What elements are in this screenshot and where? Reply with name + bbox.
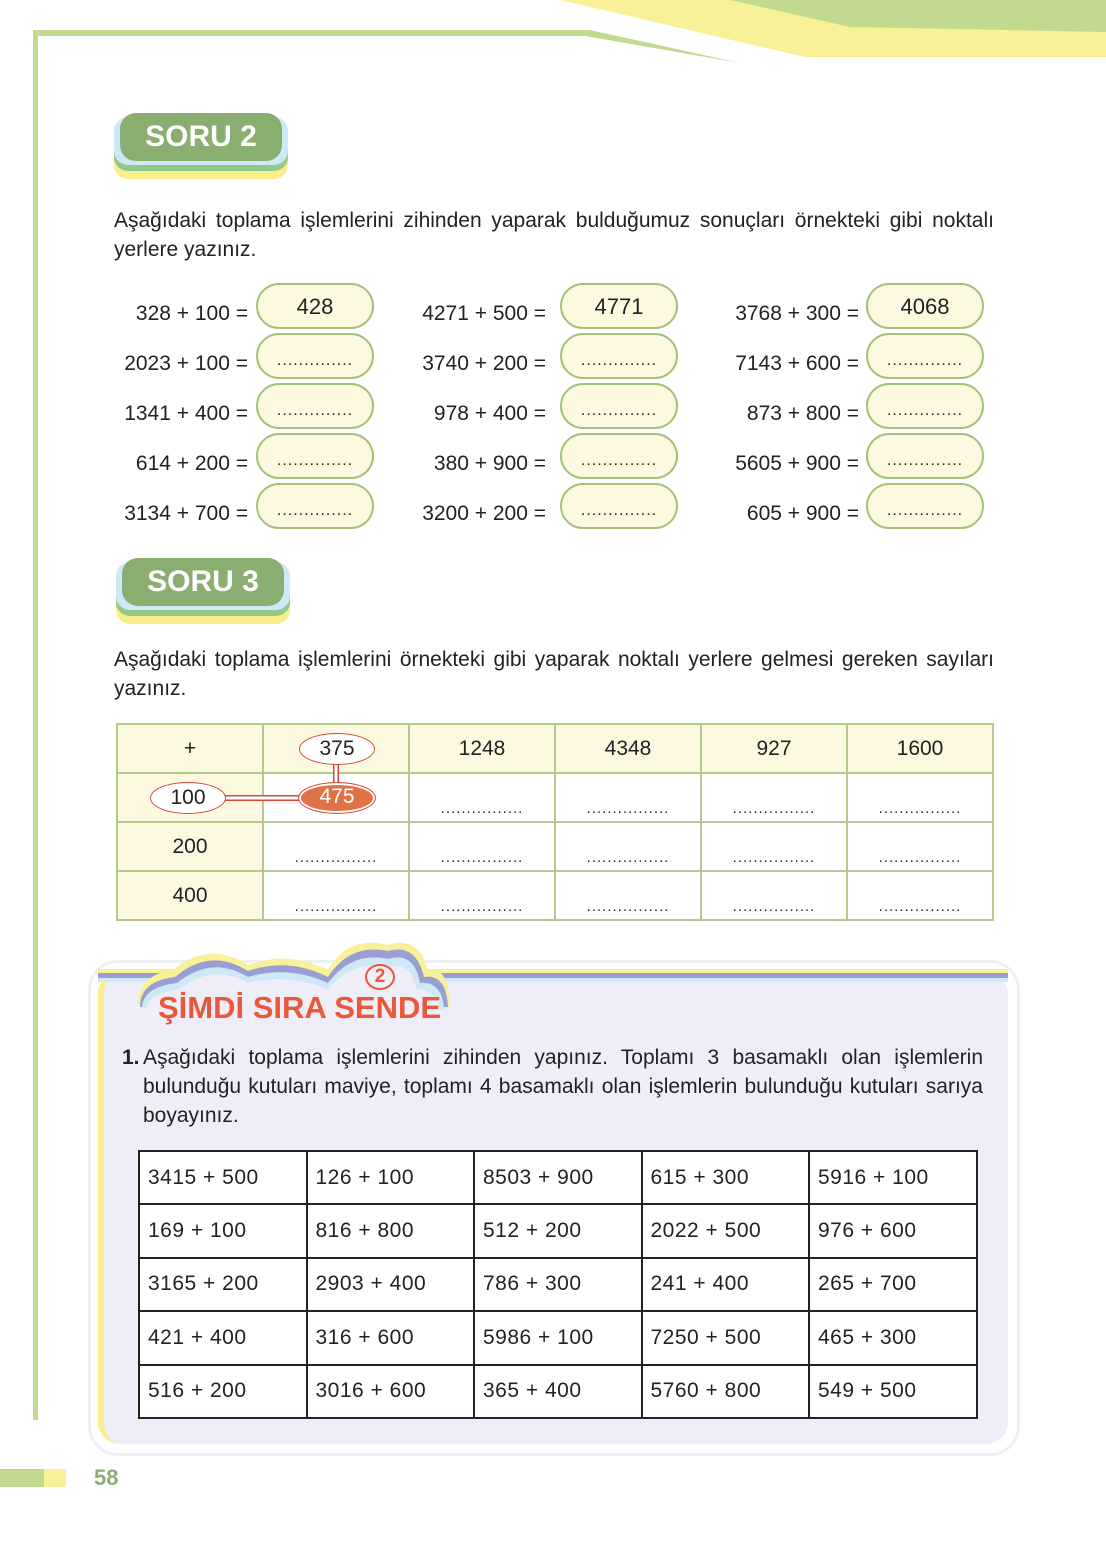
column-header: 1248 xyxy=(409,724,555,773)
page-number: 58 xyxy=(94,1465,119,1490)
equation-expression: 2023 + 100 = xyxy=(124,352,248,375)
answer-cell[interactable]: ................ xyxy=(409,871,555,920)
answer-field[interactable]: .............. xyxy=(560,333,678,379)
operation-box[interactable]: 549 + 500 xyxy=(809,1365,977,1418)
soru-3-label: SORU 3 xyxy=(122,558,284,606)
answer-field[interactable]: .............. xyxy=(866,433,984,479)
operation-box[interactable]: 5986 + 100 xyxy=(474,1311,642,1364)
equation-expression: 328 + 100 = xyxy=(135,302,248,325)
row-header: 400 xyxy=(117,871,263,920)
answer-field[interactable]: .............. xyxy=(866,333,984,379)
answer-cell[interactable]: ................ xyxy=(701,822,847,871)
equation-expression: 5605 + 900 = xyxy=(735,452,859,475)
answer-cell[interactable]: ................ xyxy=(409,822,555,871)
soru-3-instruction: Aşağıdaki toplama işlemlerini örnekteki gibi yaparak noktalı yerlere gelmesi gereken sayıları yazınız. xyxy=(114,648,994,700)
operation-box[interactable]: 241 + 400 xyxy=(642,1258,810,1311)
example-answer: 4068 xyxy=(866,283,984,329)
equation-expression: 4271 + 500 = xyxy=(422,302,546,325)
equation-expression: 605 + 900 = xyxy=(746,502,859,525)
answer-cell[interactable]: ................ xyxy=(555,822,701,871)
answer-field[interactable]: .............. xyxy=(256,483,374,529)
operation-box[interactable]: 265 + 700 xyxy=(809,1258,977,1311)
answer-cell[interactable]: ................ xyxy=(847,822,993,871)
answer-cell[interactable]: ................ xyxy=(701,773,847,822)
answer-cell[interactable]: ................ xyxy=(555,773,701,822)
answer-cell[interactable]: ................ xyxy=(555,871,701,920)
table-corner-plus: + xyxy=(117,724,263,773)
equation-expression: 614 + 200 = xyxy=(135,452,248,475)
example-column-value: 375 xyxy=(299,733,375,765)
equation-expression: 3768 + 300 = xyxy=(735,302,859,325)
answer-cell[interactable]: ................ xyxy=(263,871,409,920)
column-header: 4348 xyxy=(555,724,701,773)
operation-box[interactable]: 421 + 400 xyxy=(139,1311,307,1364)
operation-box[interactable]: 3165 + 200 xyxy=(139,1258,307,1311)
operation-box[interactable]: 3415 + 500 xyxy=(139,1151,307,1204)
row-header: 200 xyxy=(117,822,263,871)
equation-expression: 978 + 400 = xyxy=(433,402,546,425)
item-number: 1. xyxy=(122,1046,140,1069)
example-result: 475 xyxy=(298,782,376,814)
operation-box[interactable]: 5916 + 100 xyxy=(809,1151,977,1204)
answer-field[interactable]: .............. xyxy=(866,383,984,429)
operation-box[interactable]: 976 + 600 xyxy=(809,1204,977,1257)
example-answer: 4771 xyxy=(560,283,678,329)
column-header: 1600 xyxy=(847,724,993,773)
answer-cell[interactable]: ................ xyxy=(409,773,555,822)
operation-box[interactable]: 5760 + 800 xyxy=(642,1365,810,1418)
answer-field[interactable]: .............. xyxy=(560,433,678,479)
answer-field[interactable]: .............. xyxy=(256,383,374,429)
operation-box[interactable]: 3016 + 600 xyxy=(307,1365,475,1418)
column-header: 927 xyxy=(701,724,847,773)
operation-box[interactable]: 365 + 400 xyxy=(474,1365,642,1418)
equation-expression: 7143 + 600 = xyxy=(735,352,859,375)
operation-box[interactable]: 316 + 600 xyxy=(307,1311,475,1364)
operation-box[interactable]: 169 + 100 xyxy=(139,1204,307,1257)
answer-field[interactable]: .............. xyxy=(866,483,984,529)
item-instruction: Aşağıdaki toplama işlemlerini zihinden yapınız. Toplamı 3 basamaklı olan işlemlerin bulunduğu kutuları maviye, toplamı 4 basamaklı olan işlemlerin bulunduğu kutuları sarıya boyayınız. xyxy=(143,1046,983,1127)
operation-box[interactable]: 465 + 300 xyxy=(809,1311,977,1364)
section-number-badge: 2 xyxy=(365,964,395,990)
operation-box[interactable]: 2022 + 500 xyxy=(642,1204,810,1257)
coloring-grid xyxy=(138,1150,978,1419)
example-row-value: 100 xyxy=(150,782,226,814)
operation-box[interactable]: 816 + 800 xyxy=(307,1204,475,1257)
equation-expression: 3200 + 200 = xyxy=(422,502,546,525)
operation-box[interactable]: 615 + 300 xyxy=(642,1151,810,1204)
answer-cell[interactable]: ................ xyxy=(701,871,847,920)
equation-expression: 3134 + 700 = xyxy=(124,502,248,525)
operation-box[interactable]: 7250 + 500 xyxy=(642,1311,810,1364)
operation-box[interactable]: 786 + 300 xyxy=(474,1258,642,1311)
answer-cell[interactable]: ................ xyxy=(263,822,409,871)
answer-field[interactable]: .............. xyxy=(256,333,374,379)
simdi-sira-sende-title: ŞİMDİ SIRA SENDE xyxy=(158,990,442,1025)
soru-2-label: SORU 2 xyxy=(120,113,282,161)
answer-field[interactable]: .............. xyxy=(560,483,678,529)
answer-field[interactable]: .............. xyxy=(256,433,374,479)
equation-expression: 873 + 800 = xyxy=(746,402,859,425)
example-answer: 428 xyxy=(256,283,374,329)
equation-expression: 380 + 900 = xyxy=(433,452,546,475)
equation-expression: 1341 + 400 = xyxy=(124,402,248,425)
answer-cell[interactable]: ................ xyxy=(847,773,993,822)
answer-cell[interactable]: ................ xyxy=(847,871,993,920)
operation-box[interactable]: 126 + 100 xyxy=(307,1151,475,1204)
operation-box[interactable]: 2903 + 400 xyxy=(307,1258,475,1311)
operation-box[interactable]: 516 + 200 xyxy=(139,1365,307,1418)
operation-box[interactable]: 512 + 200 xyxy=(474,1204,642,1257)
equation-expression: 3740 + 200 = xyxy=(422,352,546,375)
operation-box[interactable]: 8503 + 900 xyxy=(474,1151,642,1204)
answer-field[interactable]: .............. xyxy=(560,383,678,429)
soru-2-instruction: Aşağıdaki toplama işlemlerini zihinden yaparak bulduğumuz sonuçları örnekteki gibi noktalı yerlere yazınız. xyxy=(114,209,994,261)
